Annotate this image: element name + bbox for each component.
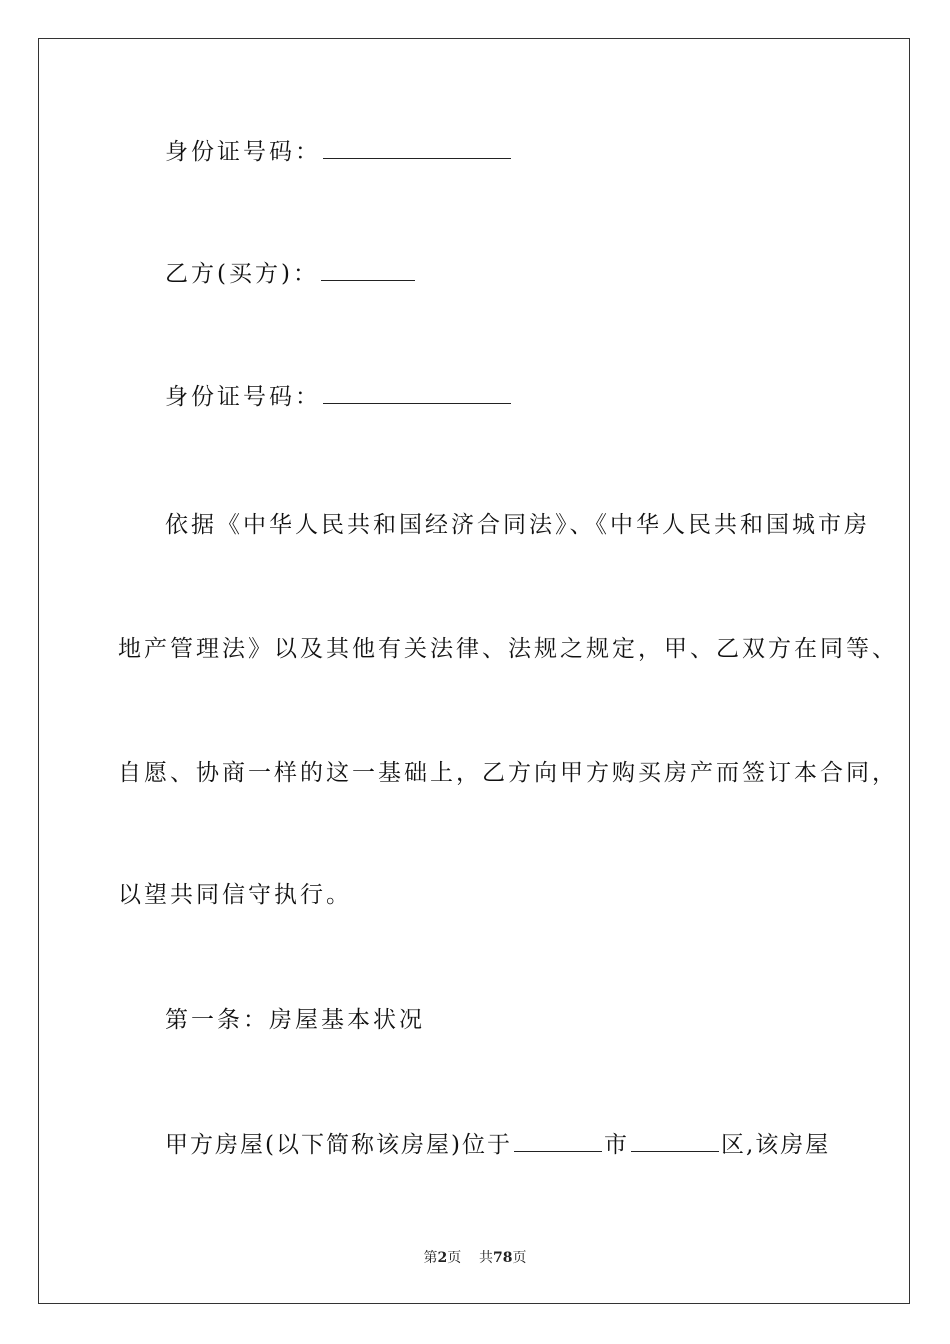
paragraph-line: 地产管理法》以及其他有关法律、法规之规定，甲、乙双方在同等、 [118, 636, 898, 662]
location-text-2: 市 [603, 1132, 629, 1158]
total-prefix: 共 [479, 1250, 494, 1266]
paragraph-line: 以望共同信守执行。 [118, 882, 352, 908]
buyer-id-line [165, 382, 513, 412]
page-border [38, 38, 910, 1304]
page-number: 2 [437, 1250, 448, 1266]
total-suffix: 页 [512, 1250, 527, 1266]
paragraph-line: 依据《中华人民共和国经济合同法》、《中华人民共和国城市房 [165, 512, 870, 538]
location-text-3: 区,该房屋 [720, 1132, 831, 1158]
page-suffix: 页 [447, 1250, 462, 1266]
city-blank[interactable] [514, 1131, 602, 1152]
page-prefix: 第 [423, 1250, 438, 1266]
buyer-id-label: 身份证号码： [165, 384, 321, 410]
seller-id-blank[interactable] [323, 138, 511, 159]
paragraph-line: 自愿、协商一样的这一基础上，乙方向甲方购买房产而签订本合同， [118, 760, 898, 786]
buyer-label: 乙方(买方)： [165, 261, 319, 287]
location-text-1: 甲方房屋(以下简称该房屋)位于 [165, 1132, 512, 1158]
seller-id-line [165, 137, 513, 167]
buyer-line [165, 259, 417, 289]
district-blank[interactable] [631, 1131, 719, 1152]
page-footer [0, 1247, 950, 1267]
buyer-name-blank[interactable] [321, 260, 415, 281]
seller-id-label: 身份证号码： [165, 139, 321, 165]
total-pages: 78 [493, 1250, 513, 1266]
article-heading: 第一条：房屋基本状况 [165, 1007, 425, 1033]
location-line [165, 1130, 830, 1160]
buyer-id-blank[interactable] [323, 383, 511, 404]
